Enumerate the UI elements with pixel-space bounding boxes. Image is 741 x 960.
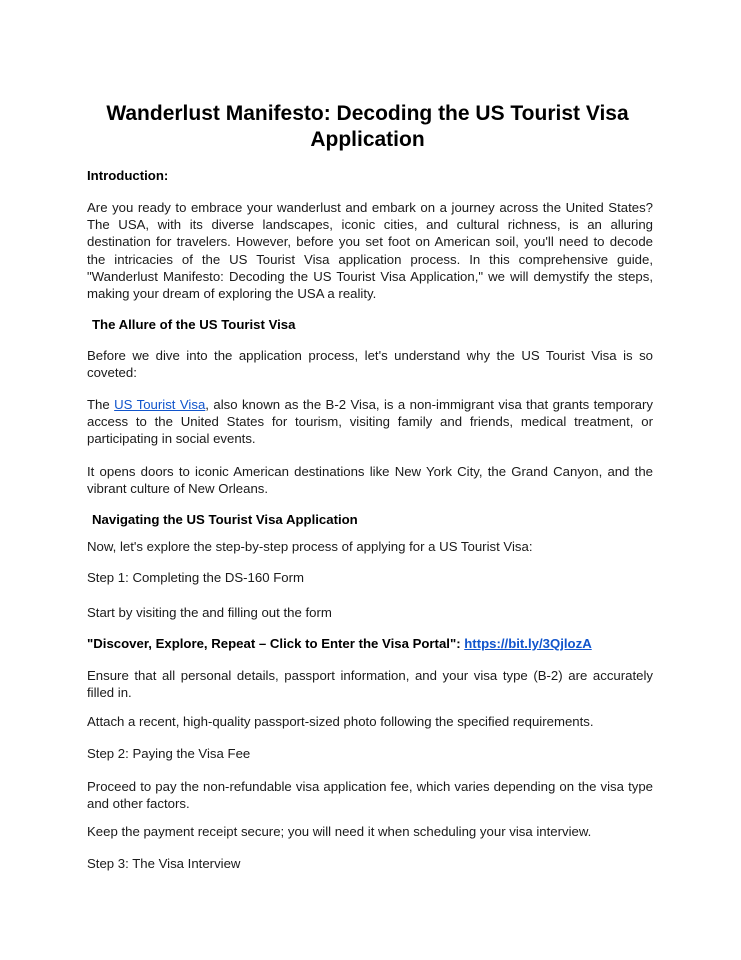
portal-link[interactable]: https://bit.ly/3QjlozA: [464, 636, 592, 651]
allure-intro: Before we dive into the application process, let's understand why the US Tourist Visa is so coveted:: [87, 348, 653, 381]
doors-paragraph: It opens doors to iconic American destinations like New York City, the Grand Canyon, and the vibrant culture of New Orleans.: [87, 464, 653, 497]
step1-details: Ensure that all personal details, passport information, and your visa type (B-2) are accurately filled in.: [87, 668, 653, 701]
step2-heading: Step 2: Paying the Visa Fee: [87, 746, 251, 761]
b2-paragraph: [87, 396, 653, 448]
page-title: Wanderlust Manifesto: Decoding the US Tourist Visa Application: [106, 102, 629, 151]
step1-heading: Step 1: Completing the DS-160 Form: [87, 570, 304, 585]
us-tourist-visa-link[interactable]: US Tourist Visa: [114, 397, 206, 412]
b2-prefix: The: [87, 397, 115, 412]
step1-text: Start by visiting the and filling out the form: [87, 605, 332, 620]
portal-label: "Discover, Explore, Repeat – Click to Enter the Visa Portal":: [87, 636, 465, 651]
portal-line: [87, 635, 653, 652]
navigating-intro: Now, let's explore the step-by-step process of applying for a US Tourist Visa:: [87, 539, 533, 554]
step2-receipt: Keep the payment receipt secure; you will need it when scheduling your visa interview.: [87, 824, 592, 839]
intro-heading: Introduction:: [87, 168, 169, 183]
navigating-heading: Navigating the US Tourist Visa Application: [92, 512, 358, 527]
allure-heading: The Allure of the US Tourist Visa: [92, 317, 296, 332]
step1-photo: Attach a recent, high-quality passport-sized photo following the specified requirements.: [87, 714, 594, 729]
intro-paragraph: Are you ready to embrace your wanderlust and embark on a journey across the United States? The USA, with its diverse landscapes, iconic cities, and cultural richness, is an alluring destination for travelers. However, before you set foot on American soil, you'll need to decode the intricacies of the US Tourist Visa application process. In this comprehensive guide, "Wanderlust Manifesto: Decoding the US Tourist Visa Application," we will demystify the steps, making your dream of exploring the USA a reality.: [87, 200, 653, 302]
b2-suffix: , also known as the B-2 Visa, is a non-immigrant visa that grants temporary access to the United States for tourism, visiting family and friends, medical treatment, or participating in social events.: [87, 397, 654, 447]
step2-text: Proceed to pay the non-refundable visa application fee, which varies depending on the visa type and other factors.: [87, 779, 653, 812]
step3-heading: Step 3: The Visa Interview: [87, 856, 241, 871]
